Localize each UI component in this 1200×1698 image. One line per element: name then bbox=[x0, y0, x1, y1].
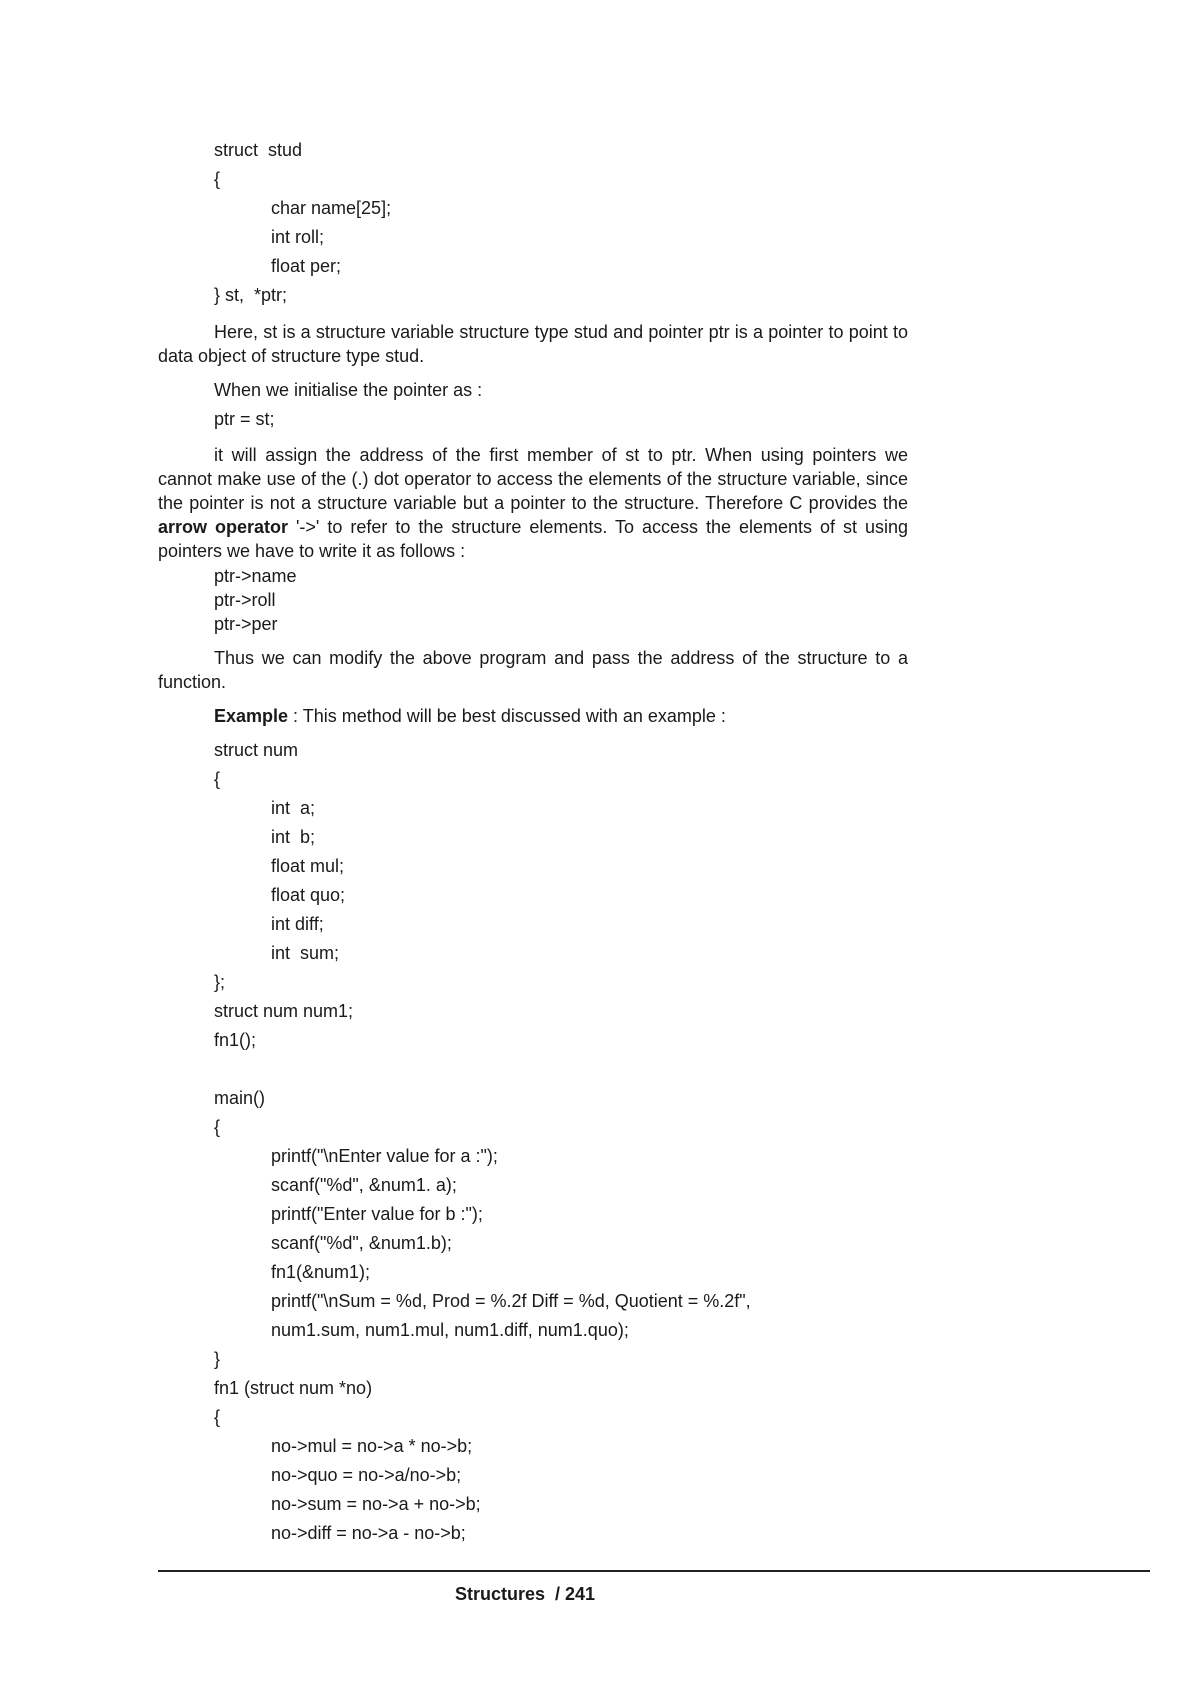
code-line: { bbox=[214, 1407, 221, 1427]
code-line: num1.sum, num1.mul, num1.diff, num1.quo); bbox=[271, 1320, 629, 1340]
code-line: struct stud bbox=[214, 140, 303, 160]
example-line bbox=[214, 705, 726, 727]
code-line: fn1 (struct num *no) bbox=[214, 1378, 373, 1398]
code-line: scanf("%d", &num1. a); bbox=[271, 1175, 457, 1195]
code-line: } st, *ptr; bbox=[214, 285, 288, 305]
code-line: printf("\nSum = %d, Prod = %.2f Diff = %d, Quotient = %.2f", bbox=[271, 1291, 751, 1311]
code-line: no->diff = no->a - no->b; bbox=[271, 1523, 466, 1543]
code-line: }; bbox=[214, 972, 226, 992]
code-line: { bbox=[214, 769, 221, 789]
para-text: it will assign the address of the first member of st to ptr. When using pointers we cannot make use of the (.) dot operator to access the elements of the structure variable, since the pointer is not a structure variable but a pointer to the structure. Therefore C provides the bbox=[158, 445, 908, 513]
bold-term: arrow operator bbox=[158, 517, 289, 537]
code-line: int sum; bbox=[271, 943, 340, 963]
code-line: struct num num1; bbox=[214, 1001, 354, 1021]
code-line: no->sum = no->a + no->b; bbox=[271, 1494, 481, 1514]
code-line: float per; bbox=[271, 256, 342, 276]
code-line: fn1(&num1); bbox=[271, 1262, 371, 1282]
code-line: fn1(); bbox=[214, 1030, 257, 1050]
code-line: scanf("%d", &num1.b); bbox=[271, 1233, 452, 1253]
code-line: ptr->roll bbox=[214, 590, 276, 610]
code-line: float quo; bbox=[271, 885, 346, 905]
body-paragraph: Thus we can modify the above program and pass the address of the structure to a function. bbox=[158, 648, 908, 692]
code-line: int diff; bbox=[271, 914, 324, 934]
code-line: int a; bbox=[271, 798, 316, 818]
code-line: ptr->per bbox=[214, 614, 278, 634]
code-line: { bbox=[214, 169, 221, 189]
example-label: Example bbox=[214, 706, 289, 726]
para-text: '->' to refer to the structure elements. To access the elements of st using pointers we have to write it as follows : bbox=[158, 517, 909, 561]
footer-divider bbox=[158, 1570, 1150, 1572]
code-line: ptr->name bbox=[214, 566, 297, 586]
code-line: int roll; bbox=[271, 227, 325, 247]
code-line: char name[25]; bbox=[271, 198, 392, 218]
body-paragraph: Here, st is a structure variable structure type stud and pointer ptr is a pointer to point to data object of structure type stud. bbox=[158, 322, 908, 366]
code-line: struct num bbox=[214, 740, 299, 760]
body-text: When we initialise the pointer as : bbox=[214, 380, 483, 400]
body-paragraph bbox=[158, 443, 908, 563]
code-line: no->mul = no->a * no->b; bbox=[271, 1436, 473, 1456]
code-line: no->quo = no->a/no->b; bbox=[271, 1465, 462, 1485]
example-text: : This method will be best discussed with an example : bbox=[288, 706, 726, 726]
code-line: printf("Enter value for b :"); bbox=[271, 1204, 483, 1224]
code-line: { bbox=[214, 1117, 221, 1137]
code-line: printf("\nEnter value for a :"); bbox=[271, 1146, 498, 1166]
code-line: } bbox=[214, 1349, 221, 1369]
code-line: int b; bbox=[271, 827, 316, 847]
code-line: main() bbox=[214, 1088, 266, 1108]
code-line: float mul; bbox=[271, 856, 345, 876]
code-line: ptr = st; bbox=[214, 409, 275, 429]
page-footer: Structures / 241 bbox=[455, 1584, 596, 1604]
